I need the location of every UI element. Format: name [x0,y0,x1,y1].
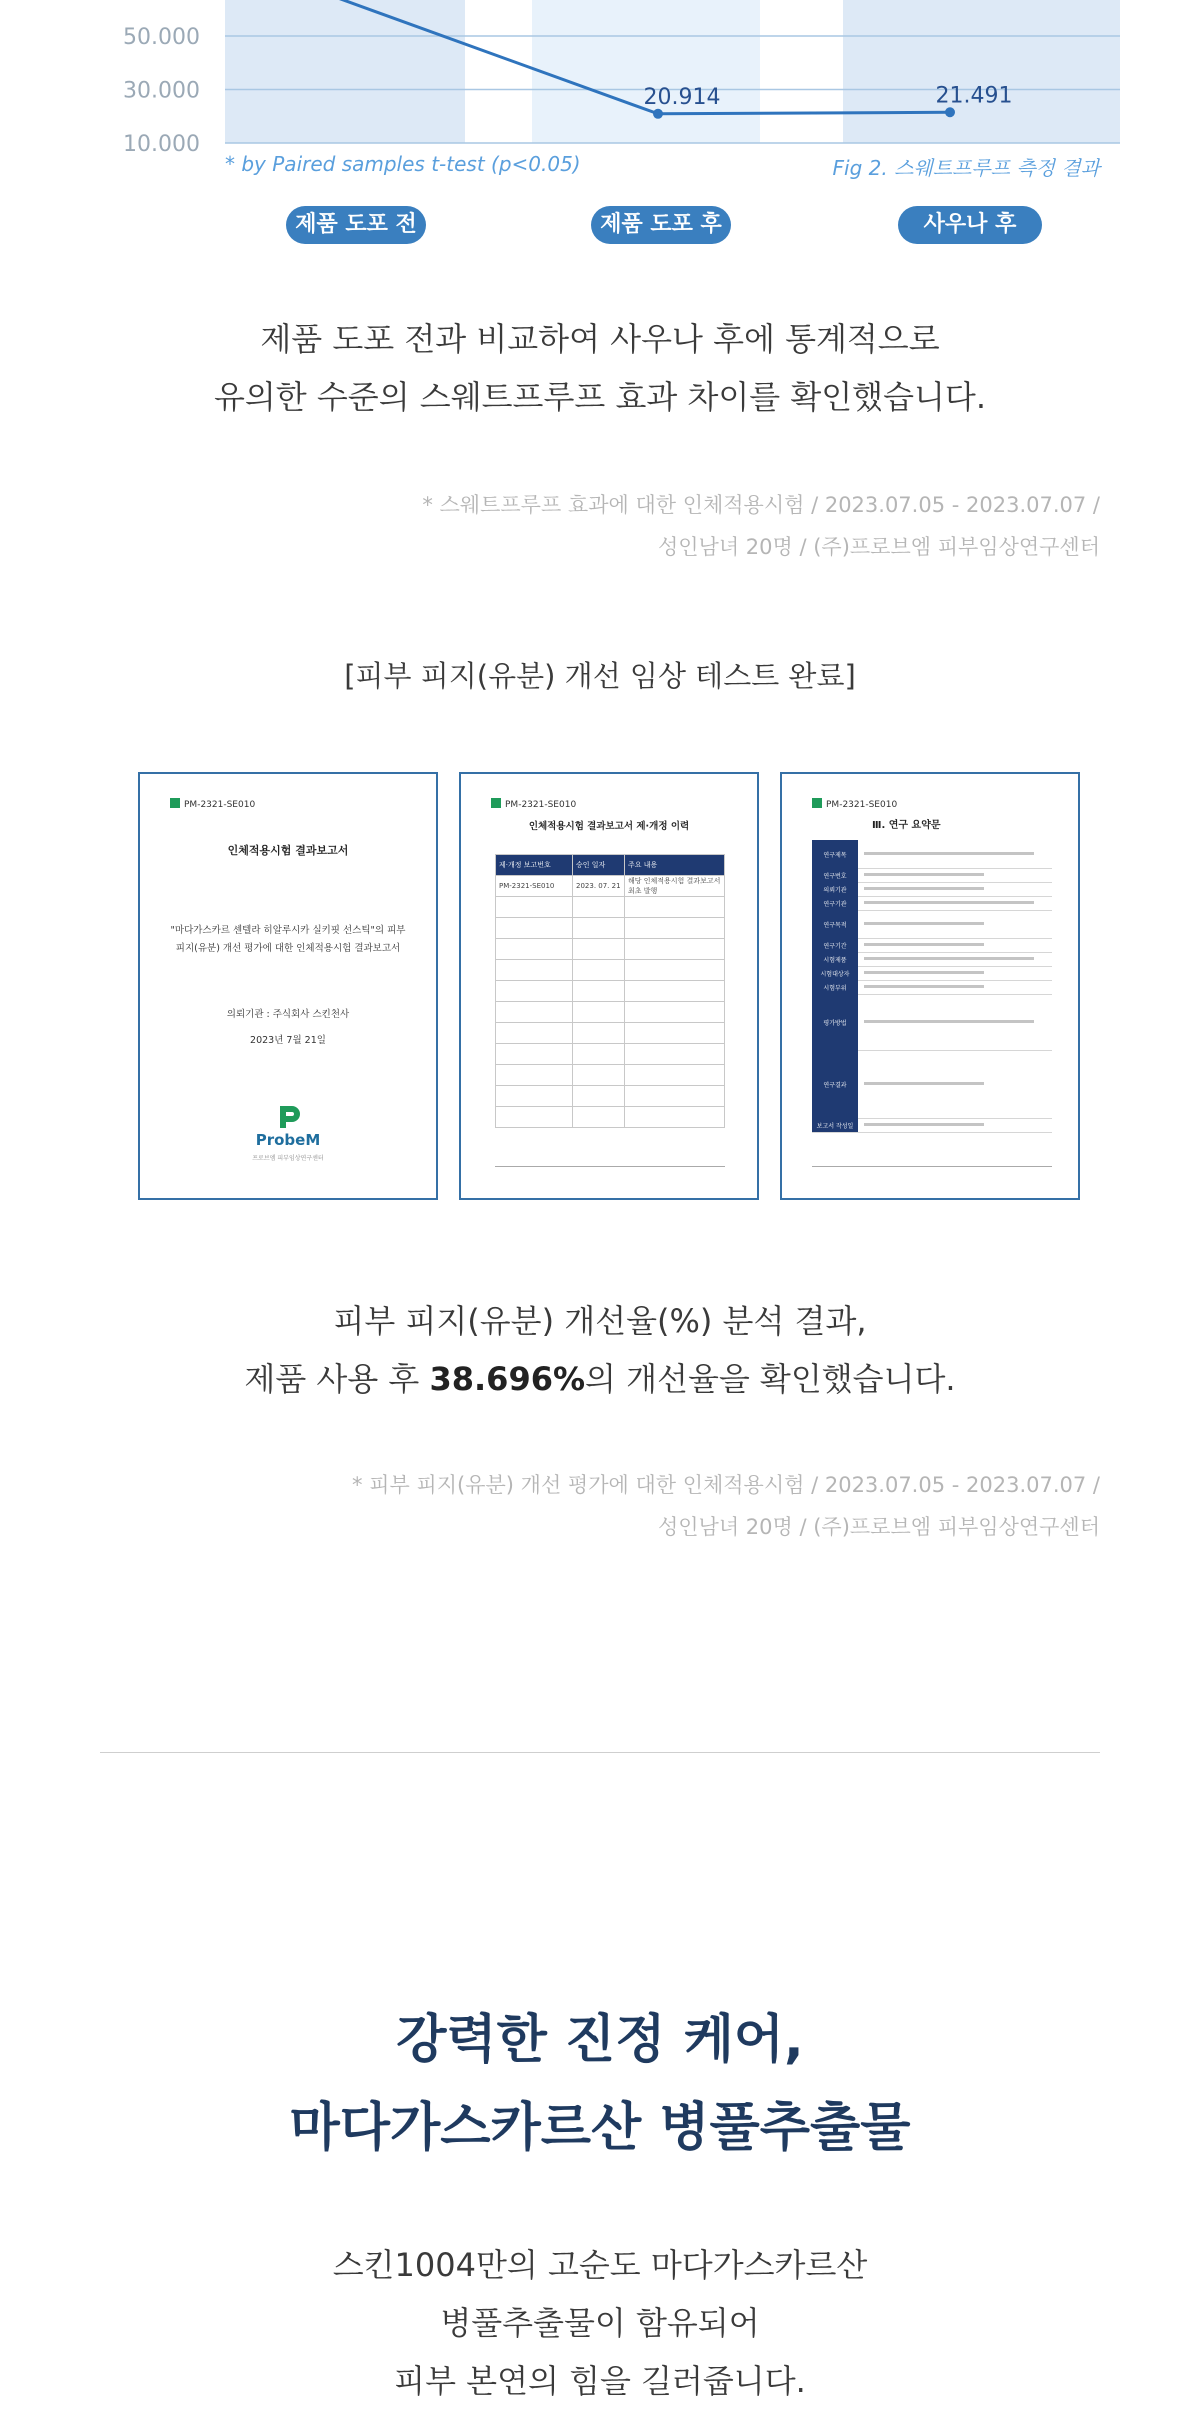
doc3-title: Ⅲ. 연구 요약문 [872,820,941,831]
stat-test-note: * by Paired samples t-test (p<0.05) [225,152,581,176]
table-row [496,1065,725,1086]
result2-note-line1: * 피부 피지(유분) 개선 평가에 대한 인체적용시험 / 2023.07.05 - 2023.07.07 / [352,1473,1100,1497]
probem-logo-subtext: 프로브엠 피부임상연구센터 [252,1155,324,1162]
revision-table [495,854,725,1128]
report-revision-history-document [459,772,759,1200]
table-header-cell: 연구번호 [812,868,858,882]
table-header-cell: 시험부위 [812,980,858,994]
table-header-cell: 시험대상자 [812,966,858,980]
category-label-before: 제품 도포 전 [286,206,426,244]
table-cell [864,971,984,974]
data-point [653,109,663,119]
category-band [225,0,465,143]
category-label-after: 제품 도포 후 [591,206,731,244]
table-row [812,896,1052,911]
table-cell [864,922,984,925]
table-row [496,918,725,939]
table-cell [864,1123,984,1126]
table-cell [864,1082,984,1085]
result2-line1: 피부 피지(유분) 개선율(%) 분석 결과, [333,1302,867,1340]
table-row [812,994,1052,1051]
data-point [945,107,955,117]
table-row [812,952,1052,967]
table-header-cell: 연구목적 [812,910,858,938]
table-header-cell: 평가방법 [812,994,858,1050]
probem-mark-icon [491,798,501,808]
y-tick-label: 50.000 [123,25,200,50]
figure-caption: Fig 2. 스웨트프루프 측정 결과 [832,156,1100,180]
table-row [496,855,725,876]
doc-code: PM-2321-SE010 [170,798,255,810]
footer-divider [495,1166,725,1167]
table-row [812,882,1052,897]
table-header-cell: 보고서 작성일 [812,1118,858,1132]
table-header-cell: 시험제품 [812,952,858,966]
probem-logo-icon [276,1104,302,1130]
table-cell [864,957,1034,960]
probem-mark-icon [812,798,822,808]
table-row [812,1118,1052,1133]
data-label: 21.491 [935,83,1013,109]
ingredient-text-line2: 병풀추출물이 함유되어 [440,2304,760,2342]
table-row [496,1023,725,1044]
table-row [496,876,725,897]
doc-code: PM-2321-SE010 [812,798,897,810]
doc1-client: 의뢰기관 : 주식회사 스킨천사 [226,1009,350,1020]
table-cell: PM-2321-SE010 [496,876,573,897]
result1-line1: 제품 도포 전과 비교하여 사우나 후에 통계적으로 [260,320,940,358]
headline-line2: 마다가스카르산 병풀추출물 [289,2098,911,2158]
doc1-title: 인체적용시험 결과보고서 [227,844,349,857]
table-cell: 해당 인체적용시험 결과보고서 최초 발행 [625,876,725,897]
table-row [812,1050,1052,1119]
doc2-title: 인체적용시험 결과보고서 제·개정 이력 [528,821,690,832]
result1-line2: 유의한 수준의 스웨트프루프 효과 차이를 확인했습니다. [213,378,986,416]
table-header-cell: 의뢰기관 [812,882,858,896]
section2-heading: [피부 피지(유분) 개선 임상 테스트 완료] [344,659,856,693]
table-row [812,910,1052,939]
table-row [812,840,1052,869]
table-cell: 2023. 07. 21 [573,876,625,897]
report-cover-document [138,772,438,1200]
ingredient-text-line1: 스킨1004만의 고순도 마다가스카르산 [332,2246,868,2284]
table-cell [864,852,1034,855]
result1-note-line2: 성인남녀 20명 / (주)프로브엠 피부임상연구센터 [657,535,1100,559]
result2-line2: 제품 사용 후 38.696%의 개선율을 확인했습니다. [244,1360,956,1398]
doc-code: PM-2321-SE010 [491,798,576,810]
section-divider [100,1752,1100,1753]
table-header-cell: 연구제목 [812,840,858,868]
y-tick-label: 10.000 [123,132,200,157]
footer-divider [812,1166,1052,1167]
table-cell [864,901,1034,904]
table-row [496,981,725,1002]
table-header-cell: 제·개정 보고번호 [496,855,573,876]
category-band [532,0,760,143]
study-summary-document [780,772,1080,1200]
category-band [843,0,1120,143]
data-label: 20.914 [643,84,721,110]
table-row [496,1086,725,1107]
table-cell [864,985,984,988]
table-row [496,960,725,981]
probem-logo-text: ProbeM [255,1131,321,1149]
table-row [812,966,1052,981]
ingredient-text-line3: 피부 본연의 힘을 길러줍니다. [394,2362,806,2400]
table-row [496,1107,725,1128]
y-tick-label: 30.000 [123,78,200,104]
table-header-cell: 주요 내용 [625,855,725,876]
table-row [812,980,1052,995]
table-header-cell: 연구기간 [812,938,858,952]
table-cell [864,943,984,946]
improvement-rate: 38.696% [429,1360,586,1398]
table-cell [864,1020,1034,1023]
result1-note-line1: * 스웨트프루프 효과에 대한 인체적용시험 / 2023.07.05 - 2023.07.07 / [422,493,1100,517]
table-row [812,868,1052,883]
table-row [496,1044,725,1065]
sweatproof-line-chart [100,0,1120,160]
table-row [496,939,725,960]
probem-mark-icon [170,798,180,808]
table-header-cell: 연구기관 [812,896,858,910]
result2-note-line2: 성인남녀 20명 / (주)프로브엠 피부임상연구센터 [657,1515,1100,1539]
table-row [812,938,1052,953]
doc1-subject-line1: "마다가스카르 센텔라 히알루시카 실키핏 선스틱"의 피부 [170,925,406,936]
headline-line1: 강력한 진정 케어, [396,2010,804,2070]
doc1-subject-line2: 피지(유분) 개선 평가에 대한 인체적용시험 결과보고서 [175,943,401,954]
category-label-sauna: 사우나 후 [898,206,1042,244]
doc1-date: 2023년 7월 21일 [250,1035,326,1046]
table-header-cell: 연구결과 [812,1050,858,1118]
table-row [496,1002,725,1023]
table-cell [864,873,984,876]
table-row [496,897,725,918]
table-cell [864,887,984,890]
table-header-cell: 승인 일자 [573,855,625,876]
